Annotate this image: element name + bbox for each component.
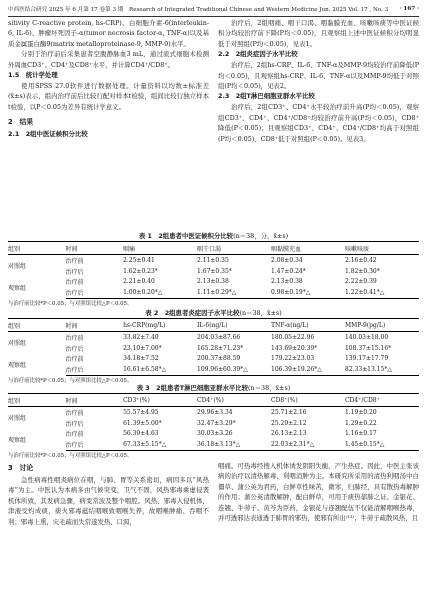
table-row: [8, 266, 419, 277]
column-header: 组别: [8, 394, 66, 407]
paragraph: 分别于治疗前后采集患者空腹静脉血3 mL，通过流式细胞术检测外周血CD3⁺、CD4⁺及CD8⁺水平，并计算CD4⁺/CD8⁺。: [8, 50, 209, 69]
cell: 治疗前: [65, 356, 84, 364]
cell: 1.16±0.17: [344, 430, 377, 438]
left-column-bottom: [8, 461, 209, 527]
table-row: [8, 429, 419, 440]
right-column-bottom: [218, 461, 419, 523]
table-note: 与治疗前比较*P＜0.05；与对照组比较△P＜0.05。: [8, 453, 133, 460]
table-1: [8, 231, 419, 308]
cell: 1.45±0.15*△: [345, 439, 419, 450]
section-heading-2-3: 2.3 2组T淋巴细胞亚群水平比较: [218, 92, 315, 101]
table-row: [8, 407, 419, 418]
paragraph: 咽痛。可热毒经搜入机体诱发阴阳失衡，产生热症。因此，中医主张该病的治疗以清热解毒、利咽消肿为主。本研究所采用的清热利咽汤中白僵草、蒲公英为君药，白鲜草性味苦，微寒，归肺经，具有散热毒解肿的作用；蒲公英清散解肿，配白鲜草，可用于痰热郁肺之证。金银花、连翘、牛蒡子、黄芩为臣药，金银花与连翘配伍不仅能清解咽喉热毒，并可透邪达表通透于肺胃的邪热，使邪有所出⁽¹³⁾；牛蒡子疏散风热，且: [218, 462, 419, 523]
cell: 109.96±60.39*△: [197, 364, 271, 375]
cell: 180.05±22.96: [271, 333, 315, 341]
cell: 治疗前: [65, 409, 84, 417]
cell: 56.39±4.63: [123, 430, 159, 438]
cell: 32.47±3.29*: [197, 419, 236, 427]
column-header: 组别: [8, 242, 66, 255]
table-row: [8, 364, 419, 375]
left-column-top: [8, 18, 209, 140]
column-header: 组别: [8, 319, 66, 332]
cell: 1.67±0.35*: [197, 267, 232, 275]
right-column-top: [218, 18, 419, 144]
column-header: 咽黏膜充血: [271, 242, 345, 255]
group-label: 对照组: [8, 340, 27, 348]
cell: 治疗后: [65, 268, 84, 276]
cell: 治疗后: [65, 345, 84, 353]
cell: 2.11±0.35: [197, 256, 229, 264]
cell: 139.17±17.79: [344, 355, 389, 363]
cell: 106.39±19.26*△: [271, 364, 345, 375]
cell: 1.62±0.23*: [123, 267, 158, 275]
paragraph: sitivity C-reactive protein, hs-CRP)、白细胞介素-6(interleukin-6, IL-6)、肿瘤坏死因子-α(tumor necrosis factor-α, TNF-α)以及基质金属蛋白酶9(matrix metalloproteinase-9, MMP-9)水平。: [8, 19, 209, 48]
cell: 55.57±4.95: [123, 408, 159, 416]
group-label: 观察组: [8, 285, 27, 293]
data-table: [8, 318, 419, 376]
section-heading-1-5: 1.5 统计学处理: [8, 71, 58, 80]
table-note: 与治疗前比较*P＜0.05；与对照组比较△P＜0.05。: [8, 378, 133, 385]
table-row: [8, 287, 419, 298]
column-header: CD4⁺(%): [197, 394, 271, 407]
cell: 33.82±7.40: [123, 333, 159, 341]
cell: 治疗前: [65, 257, 84, 265]
paragraph: 急性病毒性咽炎病位在咽，与肺、胃等关系密切，病因多以“风热毒”为主。中医认为本病多由气候突变，卫气不固，风热邪毒乘虚侵袭机体所致，其发病急骤，病变常波及整个咽腔。风热、邪毒入侵机体，津液受灼成痰，痰火邪毒蕴结咽喉致咽喉失养，故咽喉肿痛、吞咽不利；邪毒上熏，灾毛疏而失常遂发热、口渴，: [8, 476, 209, 526]
table-row: [8, 354, 419, 365]
cell: 165.28±71.23*: [197, 344, 244, 352]
cell: 61.39±5.00*: [123, 419, 162, 427]
cell: 2.13±0.38: [271, 278, 303, 286]
cell: 2.13±0.38: [197, 278, 229, 286]
table-row: [8, 255, 419, 266]
paragraph: 治疗后，2组咽痛、咽干口渴、咽黏膜充血、咳嗽咳痰等中医证候积分均较治疗前下降(P均＜0.05)，且观察组上述中医证候积分均明显低于对照组(P均＜0.05)，见表1。: [218, 19, 419, 48]
cell: 1.00±0.20*△: [123, 287, 197, 298]
cell: 1.82±0.30*: [344, 267, 380, 275]
table-caption: 表 3 2组患者T淋巴细胞亚群水平比较(n＝38，x̄±s): [136, 384, 291, 392]
cell: 1.19±0.20: [344, 408, 377, 416]
cell: 26.13±2.13: [271, 430, 307, 438]
data-table: [8, 241, 419, 299]
table-3: [8, 383, 419, 460]
cell: 179.22±23.03: [271, 355, 315, 363]
column-header: 咽痛: [123, 242, 197, 255]
paragraph: 治疗后，2组CD3⁺、CD4⁺水平较治疗前升高(P均＜0.05)，观察组CD3⁺、CD4⁺、CD4⁺/CD8⁺均较治疗前升高(P均＜0.05)，CD8⁺降低(P＜0.05)；且观察组CD3⁺、CD4⁺、CD4⁺/CD8⁺均高于对照组(P均＜0.05)，CD8⁺低于对照组(P＜0.05)。见表3。: [218, 103, 419, 143]
column-header: 时间: [66, 242, 124, 255]
section-heading-3: 3 讨论: [8, 464, 34, 472]
cell: 25.71±2.16: [271, 408, 307, 416]
cell: 29.96±3.34: [197, 408, 233, 416]
cell: 1.22±0.41*△: [345, 287, 419, 298]
column-header: CD4⁺/CD8⁺: [345, 394, 419, 407]
cell: 治疗前: [65, 279, 84, 287]
cell: 2.21±0.40: [123, 278, 155, 286]
cell: 23.10±7.00*: [123, 344, 162, 352]
cell: 1.47±0.24*: [271, 267, 306, 275]
section-heading-2-2: 2.2 2组炎症因子水平比较: [218, 50, 298, 59]
cell: 34.18±7.52: [123, 355, 159, 363]
section-heading-2: 2 结果: [8, 118, 34, 127]
cell: 2.22±0.39: [344, 278, 377, 286]
data-table: [8, 393, 419, 451]
group-label: 对照组: [8, 263, 27, 271]
column-header: CD8⁺(%): [271, 394, 345, 407]
cell: 2.25±0.41: [123, 256, 155, 264]
cell: 36.18±3.13*△: [197, 439, 271, 450]
group-label: 对照组: [8, 415, 27, 423]
column-header: MMP-9(pg/L): [345, 319, 419, 332]
cell: 治疗前: [65, 334, 84, 342]
table-row: [8, 418, 419, 429]
cell: 82.33±13.15*△: [345, 364, 419, 375]
cell: 22.03±2.31*△: [271, 439, 345, 450]
paragraph: 治疗后，2组hs-CRP、IL-6、TNF-α及MMP-9均较治疗前降低(P均＜0.05)，且观察组hs-CRP、IL-6、TNF-α以及MMP-9均低于对照组(P均＜0.05)，见表2。: [218, 61, 419, 91]
column-header: 时间: [66, 394, 124, 407]
table-row: [8, 439, 419, 450]
cell: 治疗后: [66, 439, 124, 450]
group-label: 观察组: [8, 362, 27, 370]
cell: 治疗后: [65, 420, 84, 428]
cell: 143.69±20.39*: [271, 344, 318, 352]
column-header: CD3⁺(%): [123, 394, 197, 407]
cell: 16.61±6.58*△: [123, 364, 197, 375]
cell: 2.16±0.42: [344, 256, 377, 264]
column-header: 咽干口渴: [197, 242, 271, 255]
table-caption: 表 1 2组患者中医证候积分比较(n＝38，分，x̄±s): [138, 232, 289, 240]
cell: 200.37±88.59: [197, 355, 241, 363]
cell: 140.03±18.00: [344, 333, 389, 341]
cell: 108.37±15.16*: [344, 344, 392, 352]
table-caption: 表 2 2组患者炎症因子水平比较(n＝38，x̄±s): [145, 309, 282, 317]
table-2: [8, 308, 419, 385]
column-header: IL-6(ng/L): [197, 319, 271, 332]
page-number: · 167 ·: [399, 6, 419, 12]
cell: 30.03±3.26: [197, 430, 233, 438]
running-header-journal: 中西医结合研究 2025 年 6 月第 17 卷第 3 期 Research of Integrated Traditional Chinese and Western Medicine Jun. 2025 Vol. 17 , No. 3: [8, 7, 389, 13]
cell: 0.98±0.19*△: [271, 287, 345, 298]
cell: 治疗后: [66, 364, 124, 375]
column-header: hs-CRP(mg/L): [123, 319, 197, 332]
cell: 治疗后: [66, 287, 124, 298]
column-header: TNF-α(ng/L): [271, 319, 345, 332]
table-row: [8, 277, 419, 288]
paragraph: 使用SPSS 27.0软件进行数据处理。计量资料以均数±标准差(x̄±s)表示，组内治疗前后比较行配对样本t检验，组间比较行独立样本t检验，以P＜0.05为差异有统计学意义。: [8, 82, 209, 111]
cell: 2.08±0.34: [271, 256, 303, 264]
cell: 67.33±5.15*△: [123, 439, 197, 450]
cell: 1.29±0.22: [344, 419, 377, 427]
table-note: 与治疗前比较*P＜0.05；与对照组比较△P＜0.05。: [8, 301, 133, 308]
cell: 治疗前: [65, 431, 84, 439]
table-row: [8, 332, 419, 343]
column-header: 咳嗽咳痰: [345, 242, 419, 255]
column-header: 时间: [66, 319, 124, 332]
section-heading-2-1: 2.1 2组中医证候积分比较: [8, 130, 88, 139]
cell: 1.11±0.29*△: [197, 287, 271, 298]
cell: 204.03±87.66: [197, 333, 241, 341]
group-label: 观察组: [8, 437, 27, 445]
cell: 25.29±2.12: [271, 419, 307, 427]
running-header: [8, 4, 419, 17]
table-row: [8, 343, 419, 354]
